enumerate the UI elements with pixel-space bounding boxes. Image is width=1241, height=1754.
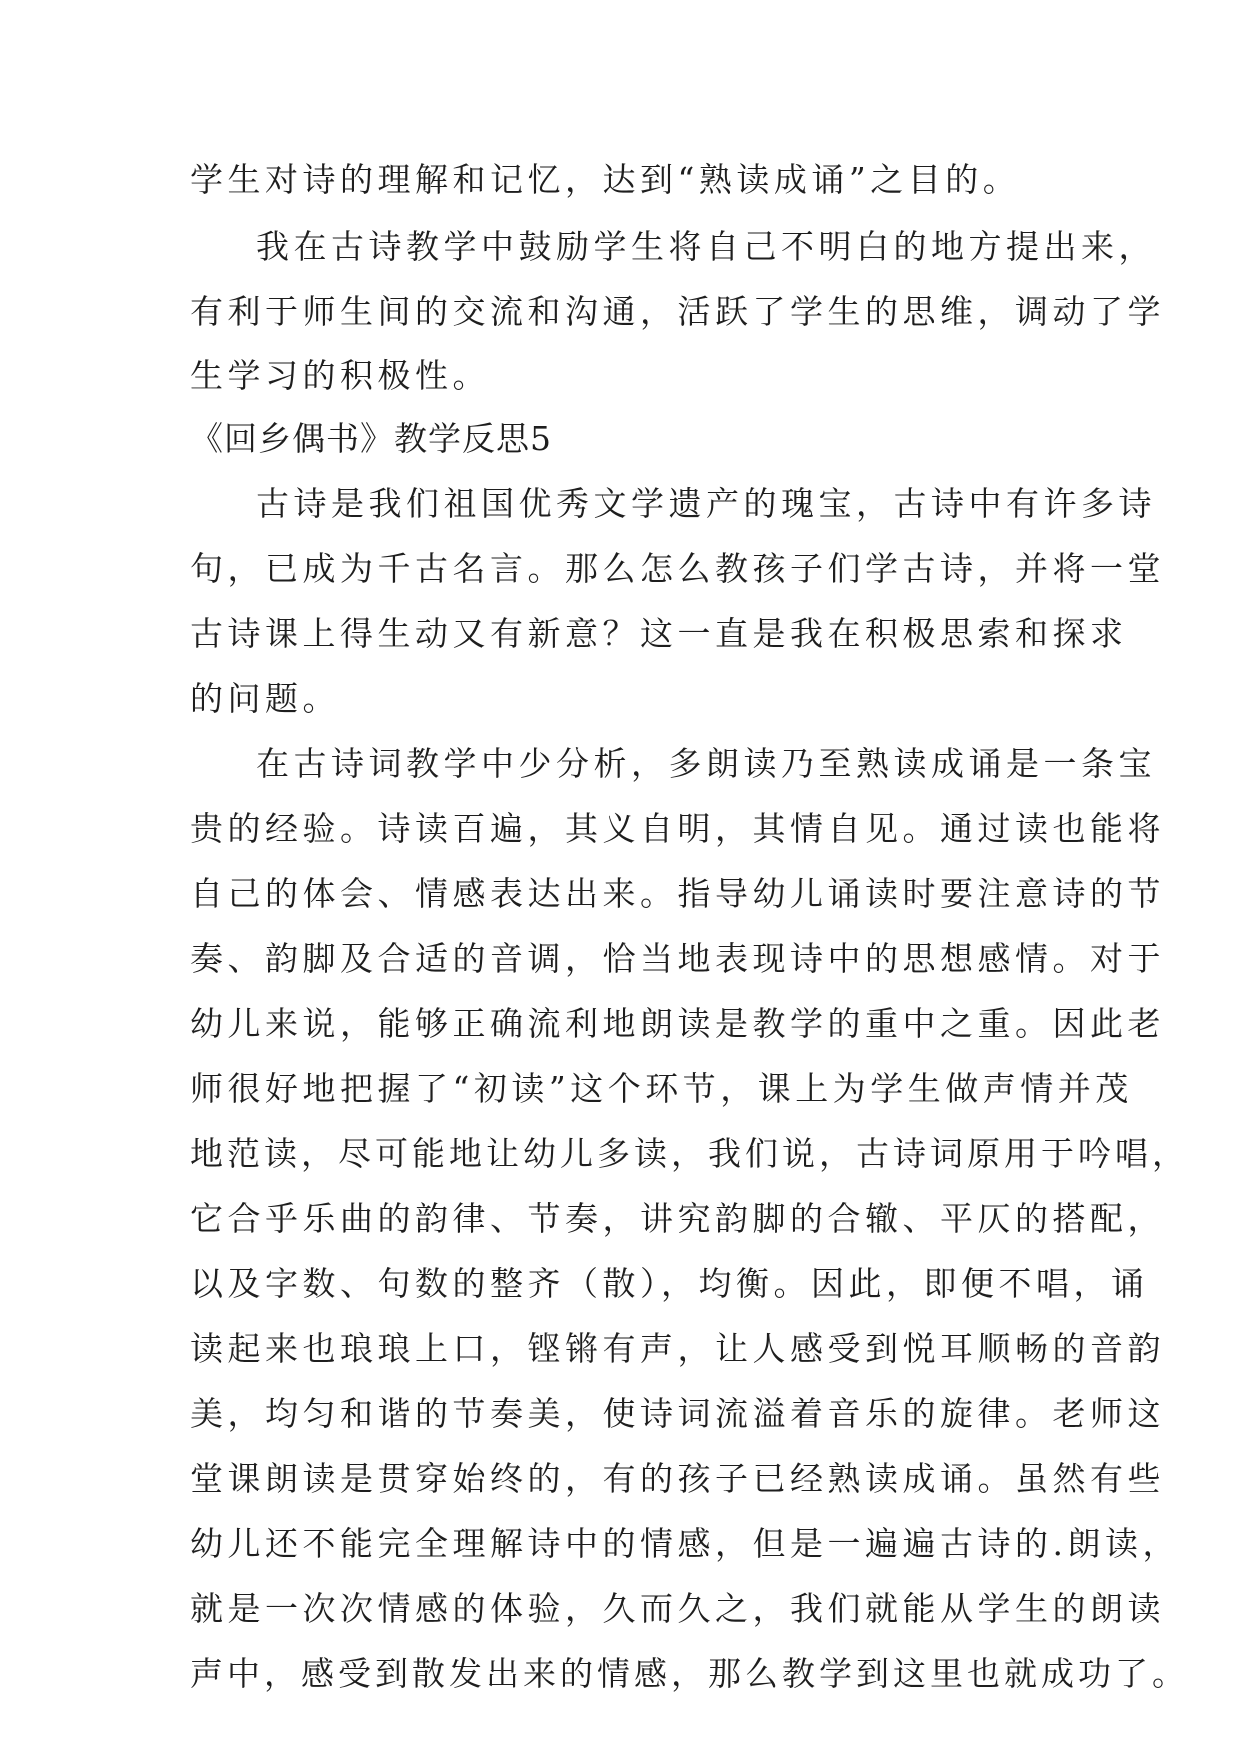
paragraph-line: 读起来也琅琅上口，铿锵有声，让人感受到悦耳顺畅的音韵 xyxy=(190,1329,1165,1368)
paragraph-line: 师很好地把握了“初读”这个环节，课上为学生做声情并茂 xyxy=(190,1069,1133,1108)
paragraph-line: 的问题。 xyxy=(190,679,340,718)
paragraph-line: 句，已成为千古名言。那么怎么教孩子们学古诗，并将一堂 xyxy=(190,549,1165,588)
paragraph-line: 堂课朗读是贯穿始终的，有的孩子已经熟读成诵。虽然有些 xyxy=(190,1459,1165,1498)
paragraph-line: 生学习的积极性。 xyxy=(190,356,490,395)
paragraph-line: 美，均匀和谐的节奏美，使诗词流溢着音乐的旋律。老师这 xyxy=(190,1394,1165,1433)
paragraph-line: 声中，感受到散发出来的情感，那么教学到这里也就成功了。 xyxy=(190,1654,1189,1693)
paragraph-line: 自己的体会、情感表达出来。指导幼儿诵读时要注意诗的节 xyxy=(190,874,1165,913)
paragraph-line: 我在古诗教学中鼓励学生将自己不明白的地方提出来， xyxy=(256,227,1156,266)
paragraph-line: 古诗是我们祖国优秀文学遗产的瑰宝，古诗中有许多诗 xyxy=(256,484,1156,523)
paragraph-line: 有利于师生间的交流和沟通，活跃了学生的思维，调动了学 xyxy=(190,292,1165,331)
paragraph-line: 奏、韵脚及合适的音调，恰当地表现诗中的思想感情。对于 xyxy=(190,939,1165,978)
paragraph-line: 古诗课上得生动又有新意？这一直是我在积极思索和探求 xyxy=(190,614,1128,653)
paragraph-line: 在古诗词教学中少分析，多朗读乃至熟读成诵是一条宝 xyxy=(256,744,1156,783)
paragraph-line: 幼儿来说，能够正确流利地朗读是教学的重中之重。因此老 xyxy=(190,1004,1165,1043)
paragraph-line: 幼儿还不能完全理解诗中的情感，但是一遍遍古诗的.朗读， xyxy=(190,1524,1180,1563)
paragraph-line: 贵的经验。诗读百遍，其义自明，其情自见。通过读也能将 xyxy=(190,809,1165,848)
paragraph-line: 地范读，尽可能地让幼儿多读，我们说，古诗词原用于吟唱， xyxy=(190,1134,1189,1173)
paragraph-line: 就是一次次情感的体验，久而久之，我们就能从学生的朗读 xyxy=(190,1589,1165,1628)
paragraph-line: 以及字数、句数的整齐（散），均衡。因此，即便不唱，诵 xyxy=(190,1264,1149,1303)
paragraph-line: 学生对诗的理解和记忆，达到“熟读成诵”之目的。 xyxy=(190,160,1021,199)
paragraph-line: 它合乎乐曲的韵律、节奏，讲究韵脚的合辙、平仄的搭配， xyxy=(190,1199,1165,1238)
section-heading: 《回乡偶书》教学反思5 xyxy=(190,419,552,458)
